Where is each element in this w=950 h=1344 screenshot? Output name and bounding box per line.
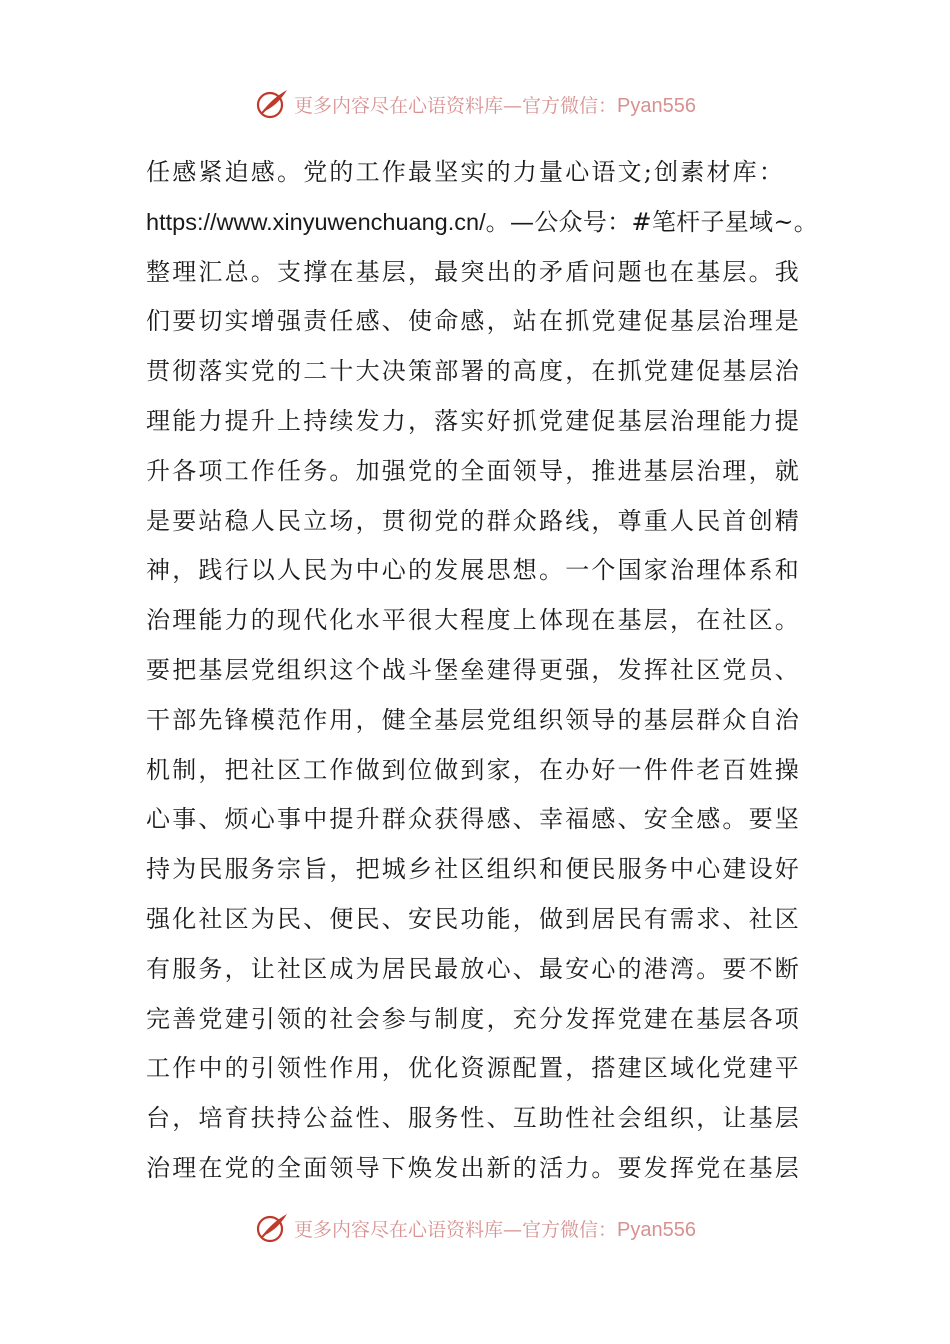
quill-logo-icon (254, 1210, 290, 1246)
text-line-4: 们要切实增强责任感、使命感，站在抓党建促基层治理是 (146, 307, 801, 336)
footer-banner (0, 1208, 950, 1248)
text-line-5: 贯彻落实党的二十大决策部署的高度，在抓党建促基层治 (146, 357, 801, 386)
text-line-11: 要把基层党组织这个战斗堡垒建得更强，发挥社区党员、 (146, 655, 801, 684)
text-line-15: 持为民服务宗旨，把城乡社区组织和便民服务中心建设好 (146, 855, 801, 884)
quill-logo-icon (254, 86, 290, 122)
website-url: https://www.xinyuwenchuang.cn/ (146, 208, 486, 235)
text-line-8: 是要站稳人民立场，贯彻党的群众路线，尊重人民首创精 (146, 506, 801, 535)
text-line-16: 强化社区为民、便民、安民功能，做到居民有需求、社区 (146, 904, 801, 933)
banner-cn: 更多内容尽在心语资料库—官方微信： (294, 1218, 618, 1241)
wechat-id: Pyan556 (617, 94, 696, 117)
text-line-20: 台，培育扶持公益性、服务性、互助性社会组织，让基层 (146, 1104, 801, 1133)
text-line-1: 任感紧迫感。党的工作最坚实的力量心语文;创素材库： (146, 158, 786, 186)
text-line-14: 心事、烦心事中提升群众获得感、幸福感、安全感。要坚 (146, 805, 801, 834)
text-line-18: 完善党建引领的社会参与制度，充分发挥党建在基层各项 (146, 1004, 801, 1033)
text-line-9: 神，践行以人民为中心的发展思想。一个国家治理体系和 (146, 556, 801, 585)
text-line-7: 升各项工作任务。加强党的全面领导，推进基层治理，就 (146, 456, 801, 485)
text-line-3: 整理汇总。支撑在基层，最突出的矛盾问题也在基层。我 (146, 257, 801, 286)
text-line-17: 有服务，让社区成为居民最放心、最安心的港湾。要不断 (146, 954, 801, 983)
text-line-2 (146, 198, 819, 248)
line-2-rest: 。—公众号：#笔杆子星域~。 (485, 207, 819, 236)
banner-text (294, 1215, 696, 1242)
text-line-21: 治理在党的全面领导下焕发出新的活力。要发挥党在基层 (146, 1153, 801, 1182)
document-body (146, 148, 819, 1194)
wechat-id: Pyan556 (617, 1218, 696, 1241)
text-line-19: 工作中的引领性作用，优化资源配置，搭建区域化党建平 (146, 1054, 801, 1083)
text-line-10: 治理能力的现代化水平很大程度上体现在基层，在社区。 (146, 606, 801, 635)
header-banner (0, 84, 950, 124)
banner-text (294, 91, 696, 118)
text-line-12: 干部先锋模范作用，健全基层党组织领导的基层群众自治 (146, 705, 801, 734)
banner-cn: 更多内容尽在心语资料库—官方微信： (294, 94, 618, 117)
text-line-13: 机制，把社区工作做到位做到家，在办好一件件老百姓操 (146, 755, 801, 784)
text-line-6: 理能力提升上持续发力，落实好抓党建促基层治理能力提 (146, 406, 801, 435)
